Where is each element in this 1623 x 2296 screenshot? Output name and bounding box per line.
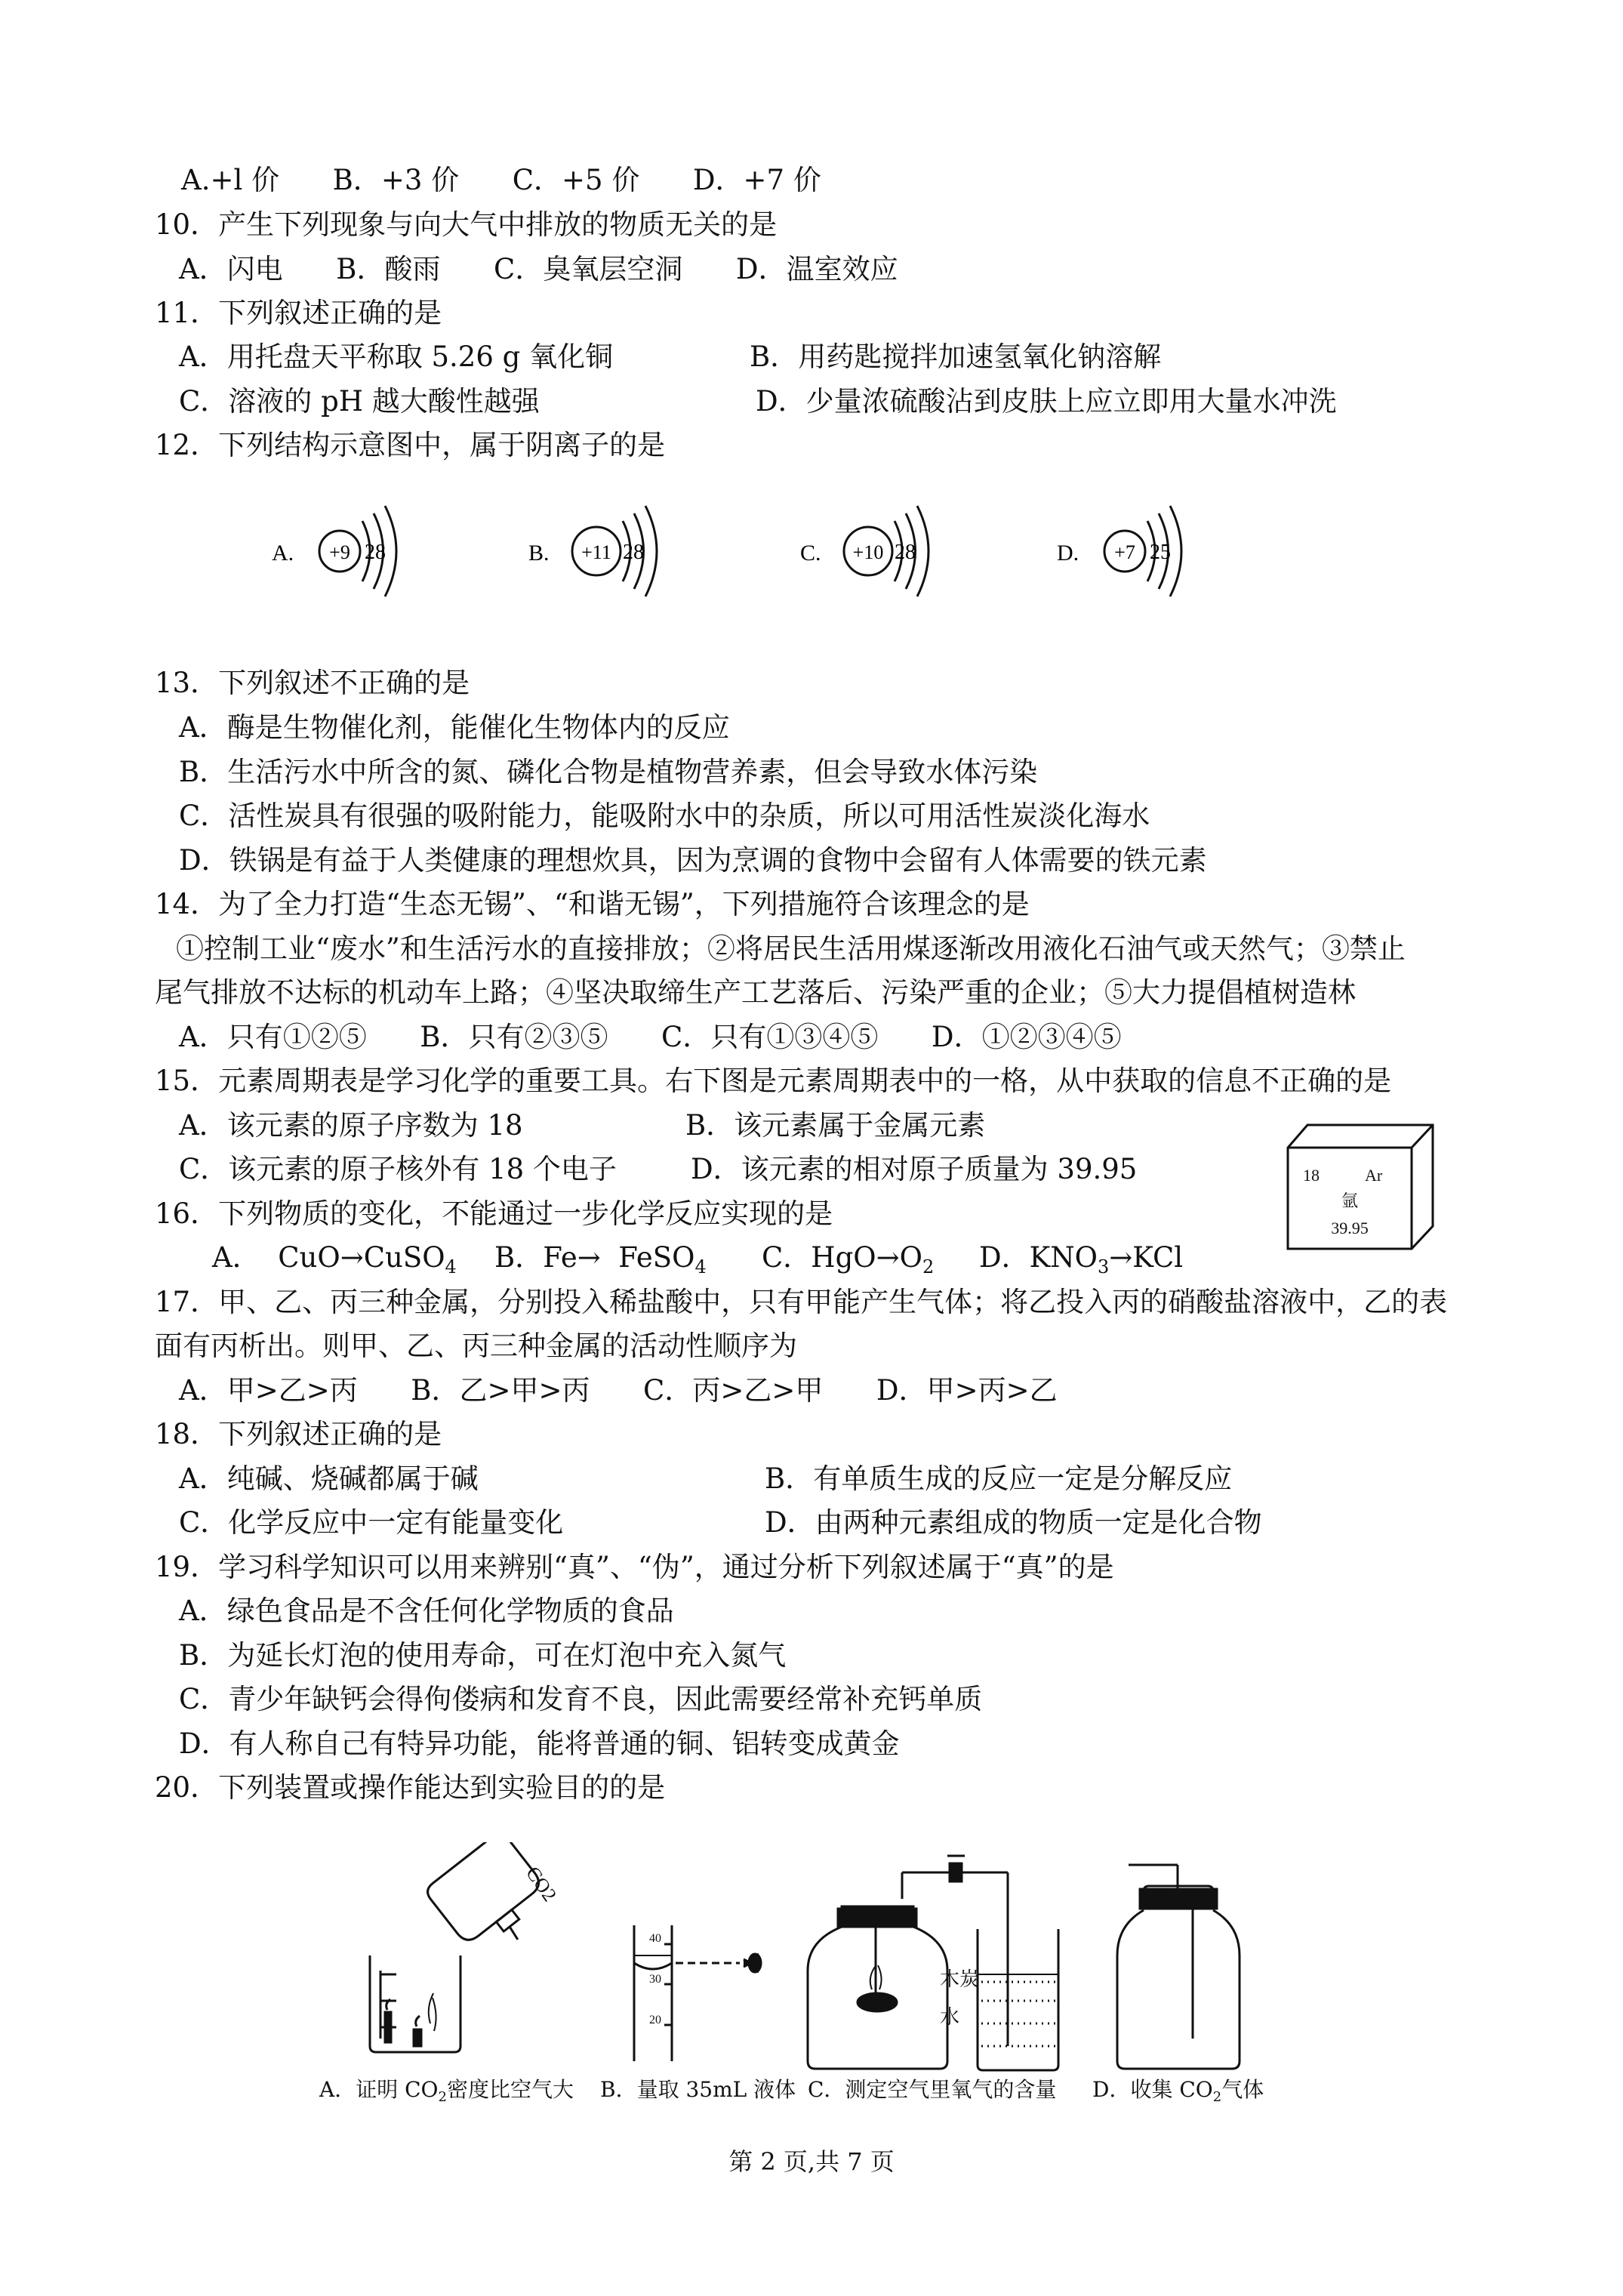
ion-c-shells: 28	[895, 541, 916, 564]
q14-line-1: ①控制工业“废水”和生活污水的直接排放；②将居民生活用煤逐渐改用液化石油气或天然气；③禁止	[176, 932, 1406, 965]
page-footer: 第 2 页,共 7 页	[728, 2147, 895, 2176]
q17-line-2: 面有丙析出。则甲、乙、丙三种金属的活动性顺序为	[155, 1330, 797, 1362]
q17-options: A．甲>乙>丙 B．乙>甲>丙 C．丙>乙>甲 D．甲>丙>乙	[179, 1374, 1058, 1407]
ion-c-nucleus: +10	[852, 541, 884, 563]
q16-stem: 16．下列物质的变化，不能通过一步化学反应实现的是	[155, 1197, 833, 1230]
q16-option-b: B．Fe→ FeSO$_4$	[494, 1241, 707, 1277]
ion-a-nucleus: +9	[329, 541, 350, 563]
q13-stem: 13．下列叙述不正确的是	[155, 667, 470, 699]
cylinder-tick-20: 20	[649, 2014, 661, 2026]
ion-b-nucleus: +11	[581, 541, 611, 563]
q15-option-b: B．该元素属于金属元素	[685, 1109, 986, 1142]
caption-d: D．收集 $CO_2$气体	[1092, 2077, 1264, 2105]
ion-a-letter: A.	[272, 541, 294, 566]
ion-c-letter: C.	[800, 541, 821, 566]
q10-options: A．闪电 B．酸雨 C．臭氧层空洞 D．温室效应	[179, 253, 898, 285]
q13-option-d: D．铁锅是有益于人类健康的理想炊具，因为烹调的食物中会留有人体需要的铁元素	[179, 844, 1207, 877]
ion-d-letter: D.	[1057, 541, 1079, 566]
q15-option-d: D．该元素的相对原子质量为 39.95	[691, 1153, 1138, 1185]
ion-diagram-b	[528, 506, 657, 596]
apparatus-d	[1117, 1865, 1240, 2069]
q16-option-a: A． CuO→CuSO$_4$	[212, 1241, 457, 1277]
caption-c: C．测定空气里氧气的含量	[808, 2077, 1057, 2102]
q15-option-a: A．该元素的原子序数为 18	[179, 1109, 523, 1142]
q20-stem: 20．下列装置或操作能达到实验目的的是	[155, 1771, 666, 1804]
apparatus-figure	[302, 1842, 1298, 2114]
ion-diagram-a	[272, 506, 396, 596]
cylinder-tick-30: 30	[649, 1973, 661, 1986]
q19-option-a: A．绿色食品是不含任何化学物质的食品	[179, 1595, 674, 1627]
q15-stem: 15．元素周期表是学习化学的重要工具。右下图是元素周期表中的一格，从中获取的信息不正确的是	[155, 1065, 1392, 1097]
element-name: 氩	[1341, 1191, 1359, 1210]
ion-b-letter: B.	[528, 541, 550, 566]
q18-option-a: A．纯碱、烧碱都属于碱	[179, 1462, 479, 1495]
cylinder-tick-40: 40	[649, 1932, 661, 1945]
q19-stem: 19．学习科学知识可以用来辨别“真”、“伪”，通过分析下列叙述属于“真”的是	[155, 1551, 1114, 1583]
ion-b-shells: 28	[623, 541, 644, 564]
q13-option-a: A．酶是生物催化剂，能催化生物体内的反应	[179, 711, 730, 744]
charcoal-label: 木炭	[940, 1968, 980, 1990]
q14-stem: 14．为了全力打造“生态无锡”、“和谐无锡”，下列措施符合该理念的是	[155, 888, 1030, 920]
periodic-table-cell	[1286, 1123, 1434, 1250]
apparatus-a	[370, 1842, 561, 2052]
q11-stem: 11．下列叙述正确的是	[155, 297, 442, 329]
q16-option-d: D．$KNO_3\to KCl$	[979, 1241, 1184, 1277]
ion-a-shells: 28	[365, 541, 386, 564]
q11-option-b: B．用药匙搅拌加速氢氧化钠溶解	[750, 341, 1162, 373]
ion-d-shells: 25	[1150, 541, 1171, 564]
ion-diagram-d	[1057, 506, 1181, 596]
q18-option-d: D．由两种元素组成的物质一定是化合物	[765, 1506, 1262, 1539]
q11-option-a: A．用托盘天平称取 5.26 g 氧化铜	[179, 341, 614, 373]
caption-b: B．量取 35mL 液体	[600, 2077, 796, 2102]
element-number: 18	[1303, 1166, 1320, 1185]
q16-option-c: C．$HgO\to O_2$	[762, 1241, 935, 1277]
q9-options: A.+l 价 B．+3 价 C．+5 价 D．+7 价	[181, 164, 821, 196]
q19-option-b: B．为延长灯泡的使用寿命，可在灯泡中充入氮气	[179, 1639, 787, 1672]
caption-a: A．证明 $CO_2$密度比空气大	[319, 2077, 574, 2105]
q13-option-c: C．活性炭具有很强的吸附能力，能吸附水中的杂质，所以可用活性炭淡化海水	[179, 800, 1150, 832]
q19-option-c: C．青少年缺钙会得佝偻病和发育不良，因此需要经常补充钙单质	[179, 1683, 983, 1715]
element-symbol: Ar	[1365, 1166, 1383, 1185]
q14-line-2: 尾气排放不达标的机动车上路；④坚决取缔生产工艺落后、污染严重的企业；⑤大力提倡植树造林	[155, 976, 1356, 1009]
q10-stem: 10．产生下列现象与向大气中排放的物质无关的是	[155, 208, 778, 241]
q15-option-c: C．该元素的原子核外有 18 个电子	[179, 1153, 617, 1185]
q13-option-b: B．生活污水中所含的氮、磷化合物是植物营养素，但会导致水体污染	[179, 756, 1038, 788]
ion-diagrams	[257, 491, 1268, 604]
co2-bottle-label: CO2	[522, 1862, 562, 1906]
q18-option-b: B．有单质生成的反应一定是分解反应	[765, 1462, 1233, 1495]
water-label: 水	[940, 2006, 960, 2028]
apparatus-b	[634, 1925, 761, 2061]
q12-stem: 12．下列结构示意图中，属于阴离子的是	[155, 429, 666, 461]
ion-d-nucleus: +7	[1114, 541, 1135, 563]
apparatus-c	[808, 1856, 1058, 2070]
element-mass: 39.95	[1331, 1219, 1369, 1237]
q11-option-c: C．溶液的 pH 越大酸性越强	[179, 385, 540, 418]
q17-line-1: 17．甲、乙、丙三种金属，分别投入稀盐酸中，只有甲能产生气体；将乙投入丙的硝酸盐溶液中，乙的表	[155, 1286, 1448, 1318]
q18-stem: 18．下列叙述正确的是	[155, 1418, 442, 1450]
q14-options: A．只有①②⑤ B．只有②③⑤ C．只有①③④⑤ D．①②③④⑤	[179, 1021, 1122, 1053]
ion-diagram-c	[800, 506, 929, 596]
q18-option-c: C．化学反应中一定有能量变化	[179, 1506, 564, 1539]
q11-option-d: D．少量浓硫酸沾到皮肤上应立即用大量水冲洗	[756, 385, 1337, 418]
q19-option-d: D．有人称自己有特异功能，能将普通的铜、铝转变成黄金	[179, 1727, 900, 1760]
